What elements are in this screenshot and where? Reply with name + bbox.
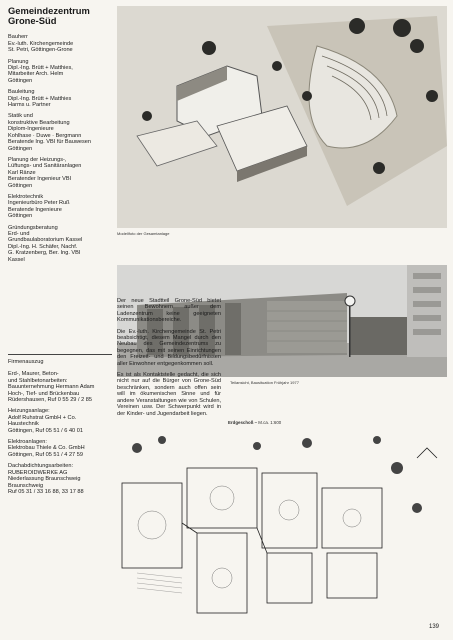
model-caption: Modellfoto der Gesamtanlage [117,231,170,236]
credit-line: Ev.-luth. Kirchengemeinde [8,40,74,47]
firmenauszug-heading: Firmenauszug [8,359,44,365]
firm-line: Dachabdichtungsarbeiten: [8,463,73,470]
firm-line: Adolf Ruhstrat GmbH + Co. [8,414,77,421]
left-column [8,6,112,500]
firmenauszug-list [8,371,112,495]
firm-line: Bauunternehmung Hermann Adam [8,384,95,391]
credit-line: Beratender Ingenieur VBI [8,176,72,183]
page-title [8,6,112,26]
firm-block [8,463,112,495]
credit-block [8,157,112,189]
firm-block [8,408,112,434]
credit-line: Beratende Ing. VBI für Bauwesen [8,139,92,146]
body-paragraph: Die Ev.-luth. Kirchengemeinde St. Petri beabsichtigt, diesem Mangel durch den Neubau des Gemeindezentrums zu begegnen, das mit seinen Einrichtungen den Freizeit- und Bildungsbedürfnissen aller Einwohner entgegenkommen soll. [117,328,221,367]
firm-line: Elektrobau Thiele & Co. GmbH [8,445,85,452]
firm-line: Ruf 05 31 / 33 16 88, 33 17 88 [8,488,84,495]
credits-list [8,34,112,263]
firm-line: Rüdershausen, Ruf 0 55 29 / 2 85 [8,397,92,404]
credit-line: Ingenieurbüro Peter Ruß [8,200,70,207]
firm-line: Haustechnik [8,421,39,428]
credit-line: Göttingen [8,213,33,220]
firm-line: Göttingen, Ruf 05 51 / 4 27 59 [8,451,83,458]
credit-line: Kohlhase · Duwe · Bergmann [8,132,82,139]
firm-line: Heizungsanlage: [8,408,50,415]
credit-line: Harms u. Partner [8,102,51,109]
credit-line: Karl Ränze [8,169,36,176]
credit-line: Dipl.-Ing. Brütt + Matthies [8,95,72,102]
plan-caption [228,420,281,425]
firm-line: Hoch-, Tief- und Brückenbau [8,390,80,397]
model-photo [117,6,447,228]
body-paragraph: Der neue Stadtteil Grone-Süd bietet seinen Bewohnern außer dem Ladenzentrum keine geeigneten Kommunikationsbereiche. [117,298,221,324]
credit-line: Dipl.-Ing. H. Schäfer, Nachf. [8,243,78,250]
firm-line: Braunschweig [8,482,44,489]
section-divider [8,354,112,355]
credit-block [8,89,112,108]
credit-block [8,194,112,220]
firm-line: Niederlassung Braunschweig [8,476,81,483]
body-paragraph: Es ist als Kontaktstelle gedacht, die sich nicht nur auf die Bürger von Grone-Süd beschränken, sondern auch offen sein will im ökumenischen Sinne und für andere Veranstaltungen wie von Schulen, Vereinen usw. Der Schwerpunkt wird in der Kinder- und Jugendarbeit liegen. [117,372,221,417]
firm-line: RUBEROIDWERKE AG [8,469,68,476]
title-line-1: Gemeindezentrum [8,5,90,16]
credit-block [8,34,112,53]
firm-line: Elektroanlagen: [8,439,47,446]
credit-block [8,59,112,85]
credit-line: Lüftungs- und Sanitäranlagen [8,163,82,170]
firm-line: und Stahlbetonarbeiten: [8,377,68,384]
credit-line: Diplom-Ingenieure [8,126,54,133]
body-text-column [117,298,221,422]
credit-heading: Bauleitung [8,89,35,96]
plan-caption-label: Erdgeschoß – [228,420,258,425]
credit-line: Beratende Ingenieure [8,206,62,213]
photo-caption: Teilansicht, Bausituation Frühjahr 1977 [230,380,299,385]
credit-heading: Gründungsberatung [8,224,58,231]
credit-heading: Planung der Heizungs-, [8,156,67,163]
firm-line: Erd-, Maurer, Beton- [8,371,59,378]
credit-block [8,225,112,263]
credit-line: G. Kratzenberg, Ber. Ing. VBI [8,250,81,257]
credit-line: Göttingen [8,145,33,152]
plan-scale: M.ca. 1:600 [258,420,282,425]
credit-line: Göttingen [8,77,33,84]
floor-plan [117,428,447,626]
credit-line: Mitarbeiter Arch. Helm [8,71,64,78]
credit-block [8,113,112,151]
credit-line: Dipl.-Ing. Brütt + Matthies, [8,65,73,72]
credit-heading: Bauherr [8,34,28,41]
firm-block [8,371,112,403]
credit-line: Kassel [8,256,25,263]
credit-heading: Elektrotechnik [8,193,44,200]
credit-line: konstruktive Bearbeitung [8,119,70,126]
credit-line: Erd- und [8,230,30,237]
firm-line: Göttingen, Ruf 05 51 / 6 40 01 [8,427,83,434]
page-number: 139 [428,624,439,630]
credit-line: Göttingen [8,182,33,189]
credit-heading: Statik und [8,113,33,120]
firm-block [8,439,112,458]
credit-line: Grundbaulaboratorium Kassel [8,237,83,244]
credit-heading: Planung [8,58,29,65]
title-line-2: Grone-Süd [8,15,57,27]
credit-line: St. Petri, Göttingen-Grone [8,47,73,54]
